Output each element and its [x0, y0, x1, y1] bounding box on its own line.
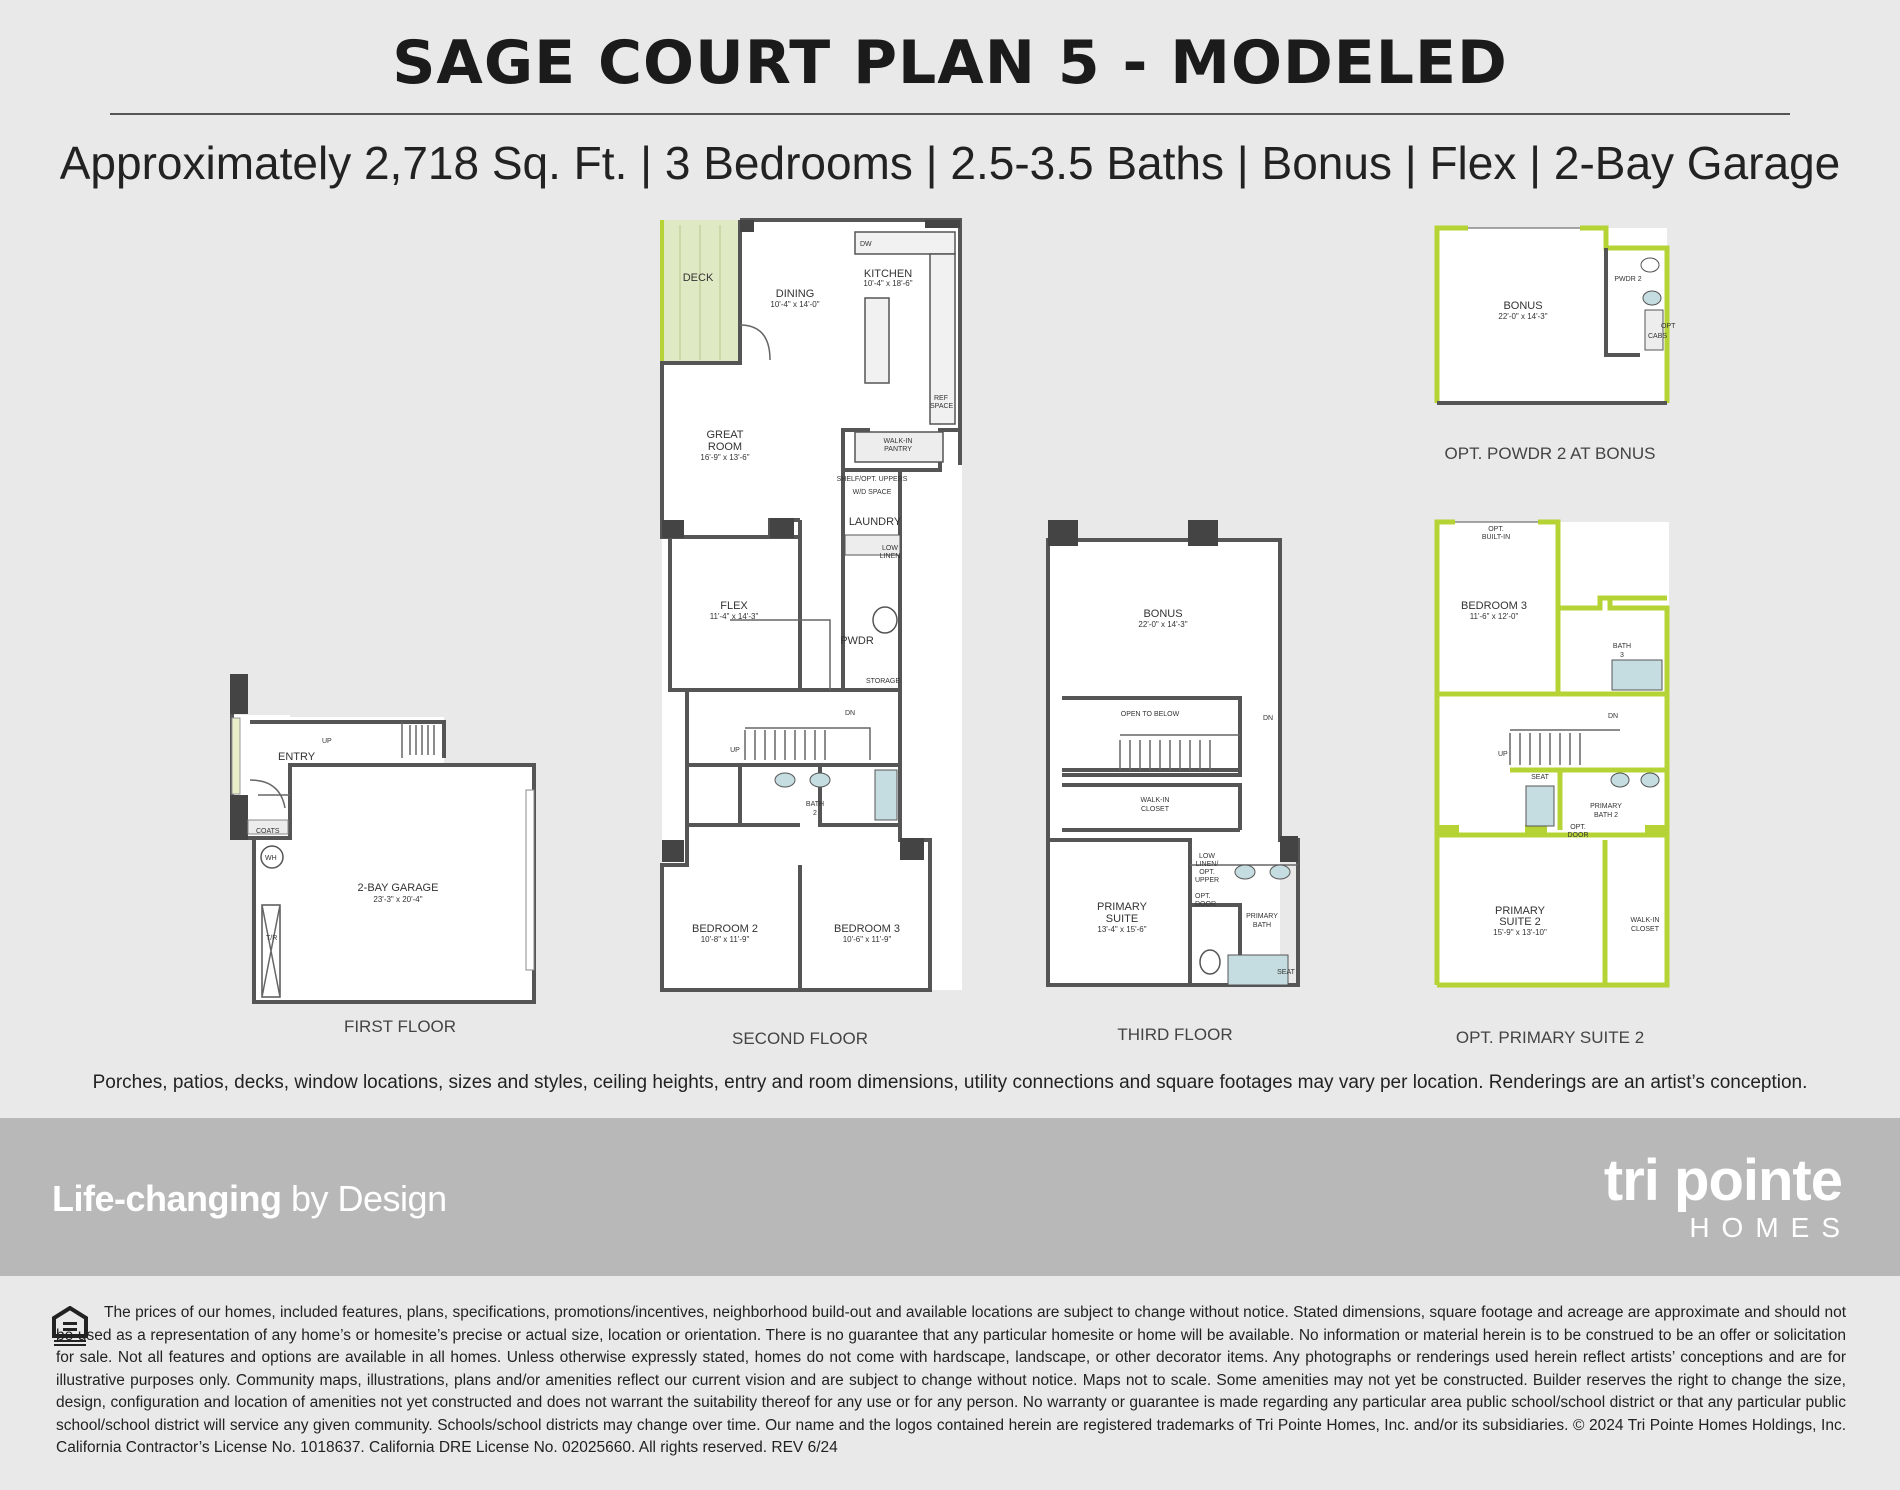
primary-bath-label-2: BATH: [1252, 922, 1272, 929]
primary-suite2-dimensions: 15'-9" x 13'-10": [1493, 928, 1547, 937]
open-to-below-label: OPEN TO BELOW: [1120, 711, 1180, 718]
garage-label: 2-BAY GARAGE: [357, 882, 439, 894]
bonus-dimensions: 22'-0" x 14'-3": [1138, 620, 1188, 629]
legal-text: The prices of our homes, included features, plans, specifications, promotions/incentives, neighborhood build-out and available locations are subject to change without notice. Stated dimensions, square footage and acreage are approximate and should not be used as a representation of any home’s or homesite’s precise or actual size, location or orientation. There is no guarantee that any particular homesite or home will be available. No information or material herein is to be construed to be an offer or solicitation for sale. Not all features and options are available in all homes. Unless otherwise expressly stated, homes do not come with hardscape, landscape, or other decorator items. Any photographs or renderings used herein reflect artists’ conceptions and are for illustrative purposes only. Community maps, illustrations, plans and/or amenities reflect our current vision and are subject to change without notice. Maps not to scale. Some amenities may not yet be constructed. Builder reserves the right to change the size, design, configuration and location of amenities not yet constructed and does not warrant the suitability thereof for any use or for any person. No warranty or guarantee is made regarding any particular area public school/school district or that any particular public school/school district will service any given community. Schools/school districts may change over time. Our name and the logos contained herein are registered trademarks of Tri Pointe Homes, Inc. and/or its subsidiaries. © 2024 Tri Pointe Homes Holdings, Inc. California Contractor’s License No. 1018637. California DRE License No. 02025660. All rights reserved. REV 6/24: [56, 1304, 1846, 1456]
shelf-label: SHELF/OPT. UPPERS: [836, 476, 908, 483]
second-floor-label: SECOND FLOOR: [731, 1029, 869, 1048]
dishwasher-label: DW: [860, 241, 872, 248]
dining-dimensions: 10'-4" x 14'-0": [770, 300, 820, 309]
bedroom2-dimensions: 10'-8" x 11'-9": [700, 935, 750, 944]
primary-bath2-label-2: BATH 2: [1594, 812, 1618, 819]
flex-dimensions: 11'-4" x 14'-3": [709, 612, 759, 621]
bath2-label: BATH: [805, 801, 825, 808]
kitchen-label: KITCHEN: [863, 268, 913, 280]
second-floor-plan: [662, 220, 962, 1048]
primary-bath-label: PRIMARY: [1246, 913, 1278, 920]
primary-suite2-label: PRIMARY: [1495, 905, 1545, 917]
primary-bath2-label: PRIMARY: [1590, 803, 1622, 810]
builtin-label-1: OPT.: [1488, 526, 1504, 533]
low-linen-label-1: LOW: [1199, 853, 1215, 860]
kitchen-dimensions: 10'-4" x 18'-6": [863, 279, 913, 288]
opt-bedroom3-label: BEDROOM 3: [1460, 600, 1528, 612]
bedroom3-dimensions: 10'-6" x 11'-9": [842, 935, 892, 944]
bedroom2-label: BEDROOM 2: [691, 923, 759, 935]
opt-primary-suite-plan: [1437, 522, 1669, 1047]
opt-closet-label: CLOSET: [1630, 926, 1660, 933]
opt-cabs-label-2: CABS: [1648, 333, 1668, 340]
water-heater-label: WH: [265, 855, 277, 862]
primary-suite-label: PRIMARY: [1097, 901, 1147, 913]
pantry-label: PANTRY: [884, 446, 912, 453]
low-linen-label-4: UPPER: [1194, 877, 1220, 884]
opt-door2-label-1: OPT.: [1570, 824, 1586, 831]
tagline: [52, 1178, 447, 1220]
opt-bedroom3-dimensions: 11'-6" x 12'-0": [1469, 612, 1519, 621]
primary-suite-dimensions: 13'-4" x 15'-6": [1097, 925, 1147, 934]
plan-notice: Porches, patios, decks, window locations, sizes and styles, ceiling heights, entry and room dimensions, utility connections and square footages may vary per location. Renderings are an artist’s conception.: [92, 1072, 1808, 1093]
opt-cabs-label-1: OPT: [1661, 323, 1676, 330]
primary-suite-label-2: SUITE: [1105, 913, 1139, 925]
first-floor-label: FIRST FLOOR: [343, 1017, 457, 1036]
legal-disclaimer: [56, 1302, 1846, 1460]
closet-label: CLOSET: [1140, 806, 1170, 813]
primary-suite2-label-2: SUITE 2: [1499, 916, 1541, 928]
dining-label: DINING: [775, 288, 815, 300]
opt-bonus-dimensions: 22'-0" x 14'-3": [1498, 312, 1548, 321]
low-linen-label-2: LINEN/: [1195, 861, 1219, 868]
opt-bonus-plan: [1437, 228, 1676, 463]
brand-name: tri pointe: [1603, 1148, 1842, 1213]
deck-label: DECK: [682, 272, 714, 284]
coats-label: COATS: [256, 828, 280, 835]
tagline-rest: by Design: [281, 1178, 447, 1219]
opt-walkin-label: WALK-IN: [1630, 917, 1660, 924]
walkin-label: WALK-IN: [1140, 797, 1170, 804]
opt-stair-down-label: DN: [1608, 713, 1619, 720]
bedroom3-label: BEDROOM 3: [833, 923, 901, 935]
opt-bonus-caption: OPT. POWDR 2 AT BONUS: [1444, 444, 1656, 463]
garage-dimensions: 23'-3" x 20'-4": [373, 895, 423, 904]
laundry-label: LAUNDRY: [848, 516, 902, 528]
tagline-bold: Life-changing: [52, 1178, 282, 1219]
seat-label: SEAT: [1277, 969, 1295, 976]
stair-up-label: UP: [730, 747, 740, 754]
builtin-label-2: BUILT-IN: [1481, 534, 1511, 541]
powder-label: PWDR: [840, 635, 874, 647]
page-title: SAGE COURT PLAN 5 - MODELED: [392, 28, 1508, 98]
powder2-label: PWDR 2: [1614, 276, 1642, 283]
opt-stair-up-label: UP: [1498, 751, 1508, 758]
storage-label: STORAGE: [865, 678, 901, 685]
opt-seat-label: SEAT: [1531, 774, 1549, 781]
bath2-number: 2: [813, 810, 817, 817]
opt-bonus-label: BONUS: [1503, 300, 1543, 312]
opt-door-label-2: DOOR: [1195, 901, 1216, 908]
first-floor-plan: [230, 674, 534, 1036]
wd-space-label: W/D SPACE: [852, 489, 892, 496]
opt-primary-suite-caption: OPT. PRIMARY SUITE 2: [1455, 1028, 1645, 1047]
great-room-label-2: ROOM: [707, 441, 743, 453]
bonus-label: BONUS: [1143, 608, 1183, 620]
linen-label: LINEN: [879, 553, 901, 560]
great-room-dimensions: 16'-9" x 13'-6": [700, 453, 750, 462]
great-room-label: GREAT: [706, 429, 744, 441]
flex-label: FLEX: [720, 600, 748, 612]
third-floor-label: THIRD FLOOR: [1117, 1025, 1233, 1044]
opt-door-label-1: OPT.: [1195, 893, 1211, 900]
stair-down-label: DN: [844, 710, 856, 717]
plan-summary: Approximately 2,718 Sq. Ft. | 3 Bedrooms | 2.5-3.5 Baths | Bonus | Flex | 2-Bay Garage: [59, 137, 1841, 189]
entry-label: ENTRY: [278, 751, 316, 763]
tri-pointe-logo: [1603, 1148, 1852, 1244]
third-floor-plan: [1048, 520, 1298, 1044]
stair-up-label: UP: [322, 738, 332, 745]
bath3-number: 3: [1620, 652, 1624, 659]
ref-label: REF: [934, 395, 948, 402]
stair-down-label: DN: [1263, 715, 1274, 722]
brand-sub: HOMES: [1689, 1212, 1852, 1243]
bath3-label: BATH: [1612, 643, 1632, 650]
low-label: LOW: [882, 545, 898, 552]
opt-door2-label-2: DOOR: [1567, 832, 1589, 839]
trash-recycle-label: T/R: [266, 935, 278, 942]
low-linen-label-3: OPT.: [1199, 869, 1215, 876]
pantry-walkin-label: WALK-IN: [883, 438, 913, 445]
ref-space-label: SPACE: [930, 403, 954, 410]
